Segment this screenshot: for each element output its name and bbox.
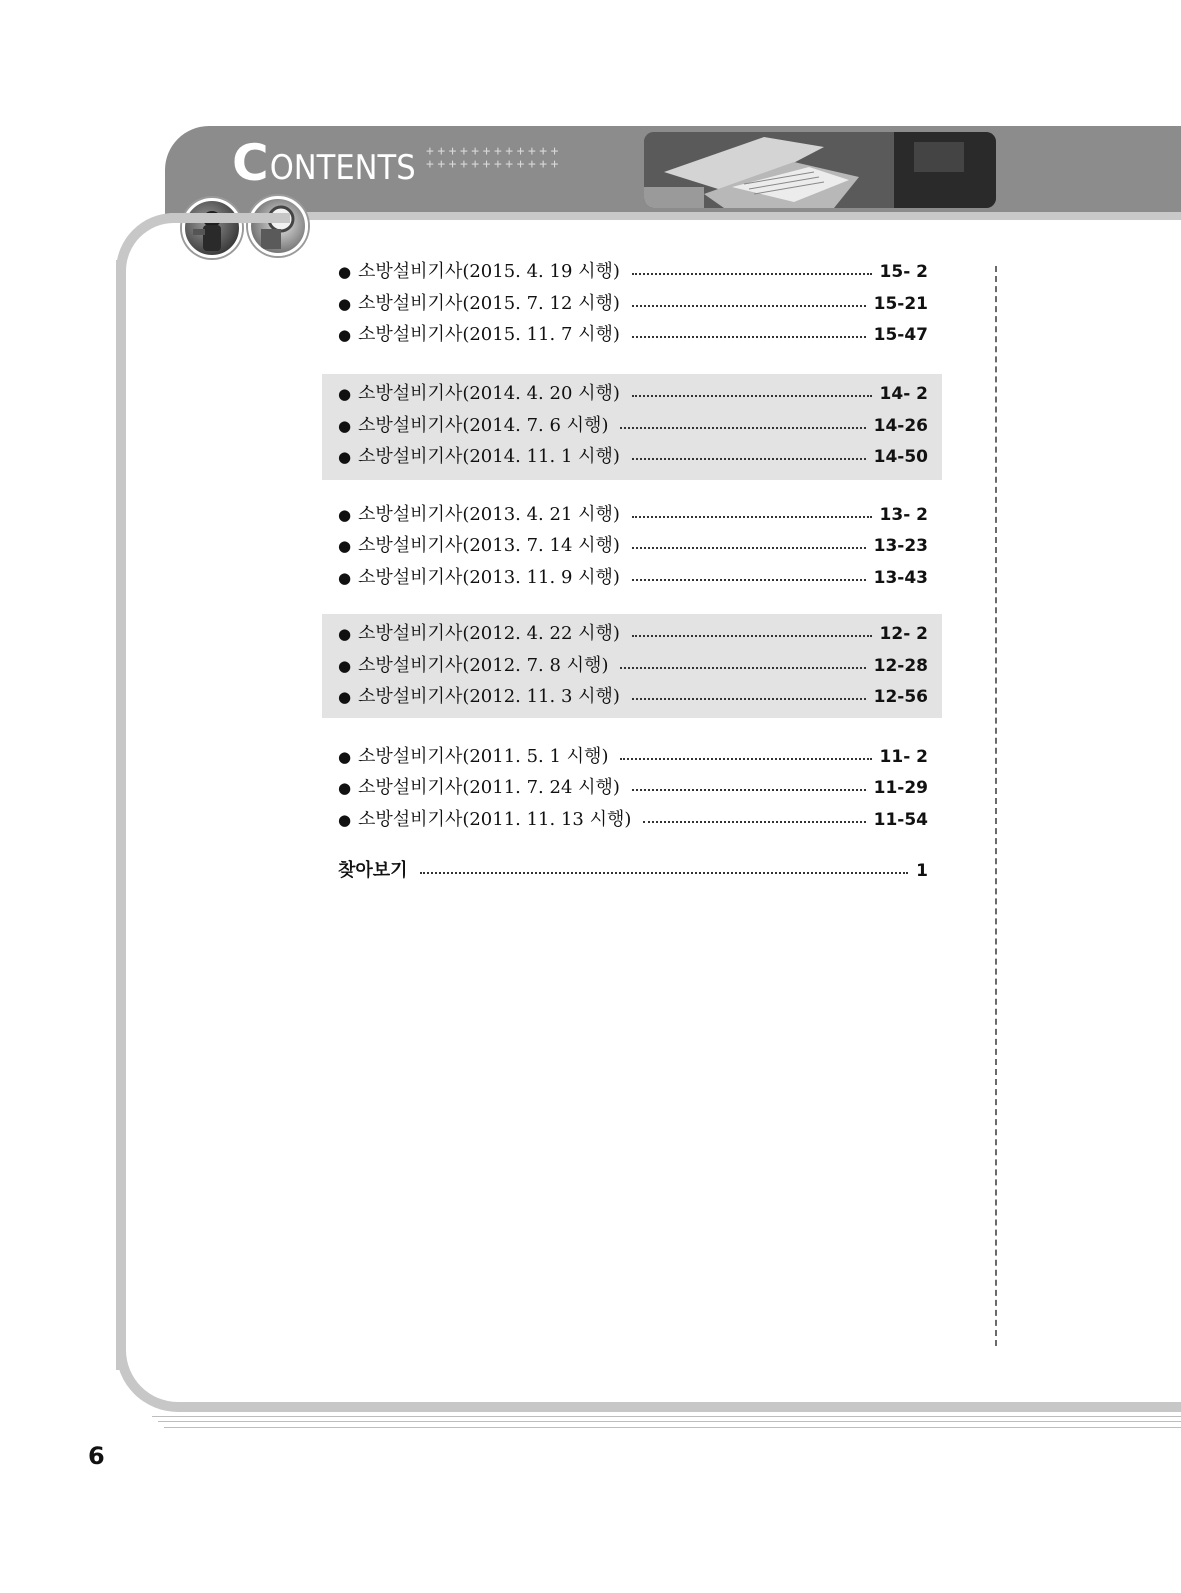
- bullet-icon: ●: [338, 657, 352, 675]
- contents-title: [232, 134, 416, 192]
- toc-entry-label: 소방설비기사(2013. 7. 14 시행): [358, 535, 620, 556]
- photo-circle-right: [248, 196, 308, 256]
- bullet-icon: ●: [338, 625, 352, 643]
- toc-entry[interactable]: [338, 412, 928, 440]
- dot-leader: [632, 336, 866, 338]
- toc-entry-label: 소방설비기사(2011. 5. 1 시행): [358, 746, 609, 767]
- toc-entry-label: 소방설비기사(2013. 11. 9 시행): [358, 567, 620, 588]
- dot-leader: [632, 458, 866, 460]
- dot-leader: [420, 872, 909, 874]
- toc-entry[interactable]: [338, 321, 928, 349]
- toc-entry-label: 소방설비기사(2012. 7. 8 시행): [358, 655, 609, 676]
- toc-entry-page: 13-43: [873, 568, 928, 588]
- toc-entry-page: 15-47: [873, 325, 928, 345]
- toc-entry[interactable]: [338, 620, 928, 648]
- index-entry[interactable]: [338, 857, 928, 885]
- frame-bottom-line-1: [152, 1416, 1181, 1417]
- dot-leader: [632, 305, 866, 307]
- frame-corner-bottom: [116, 1350, 196, 1412]
- dot-leader: [632, 547, 866, 549]
- dot-leader: [632, 789, 866, 791]
- bullet-icon: ●: [338, 748, 352, 766]
- toc-entry-page: 13- 2: [879, 505, 928, 525]
- toc-entry[interactable]: [338, 501, 928, 529]
- toc-entry[interactable]: [338, 683, 928, 711]
- header-band-shadow: [280, 212, 1181, 220]
- dashed-divider: [995, 266, 997, 1346]
- bullet-icon: ●: [338, 688, 352, 706]
- frame-bottom-line-3: [164, 1427, 1181, 1428]
- dot-leader: [632, 516, 872, 518]
- dot-leader: [620, 667, 865, 669]
- toc-entry-label: 소방설비기사(2014. 11. 1 시행): [358, 446, 620, 467]
- toc-entry-page: 15- 2: [879, 262, 928, 282]
- toc-entry-page: 12-28: [873, 656, 928, 676]
- toc-entry[interactable]: [338, 290, 928, 318]
- dot-leader: [632, 698, 866, 700]
- frame-bottom-edge: [190, 1402, 1181, 1412]
- dot-leader: [632, 635, 872, 637]
- toc-entry-label: 소방설비기사(2012. 11. 3 시행): [358, 686, 620, 707]
- dot-leader: [643, 821, 865, 823]
- frame-top-edge: [170, 213, 290, 223]
- toc-entry-label: 소방설비기사(2011. 11. 13 시행): [358, 809, 632, 830]
- toc-entry[interactable]: [338, 774, 928, 802]
- title-initial: C: [232, 134, 269, 192]
- toc-entry-page: 13-23: [873, 536, 928, 556]
- toc-entry-label: 소방설비기사(2015. 11. 7 시행): [358, 324, 620, 345]
- toc-entry[interactable]: [338, 806, 928, 834]
- toc-entry-label: 소방설비기사(2014. 4. 20 시행): [358, 383, 620, 404]
- toc-entry[interactable]: [338, 532, 928, 560]
- index-entry-page: 1: [916, 861, 928, 881]
- toc-entry-label: 소방설비기사(2013. 4. 21 시행): [358, 504, 620, 525]
- toc-entry-page: 14-50: [873, 447, 928, 467]
- toc-entry-label: 소방설비기사(2015. 4. 19 시행): [358, 261, 620, 282]
- plus-pattern-row-2: ++++++++++++: [426, 157, 562, 172]
- toc-entry[interactable]: [338, 443, 928, 471]
- toc-entry[interactable]: [338, 380, 928, 408]
- bullet-icon: ●: [338, 326, 352, 344]
- photo-circle-left: [182, 198, 242, 258]
- bullet-icon: ●: [338, 385, 352, 403]
- toc-entry[interactable]: [338, 564, 928, 592]
- toc-entry-page: 11-54: [873, 810, 928, 830]
- bullet-icon: ●: [338, 506, 352, 524]
- toc-entry[interactable]: [338, 652, 928, 680]
- dot-leader: [632, 273, 872, 275]
- bullet-icon: ●: [338, 811, 352, 829]
- toc-entry-page: 14- 2: [879, 384, 928, 404]
- toc-entry-label: 소방설비기사(2014. 7. 6 시행): [358, 415, 609, 436]
- bullet-icon: ●: [338, 779, 352, 797]
- dot-leader: [620, 758, 871, 760]
- toc-entry-label: 소방설비기사(2015. 7. 12 시행): [358, 293, 620, 314]
- bullet-icon: ●: [338, 263, 352, 281]
- toc-entry[interactable]: [338, 743, 928, 771]
- document-photo-illustration: [644, 132, 996, 208]
- bullet-icon: ●: [338, 417, 352, 435]
- firefighter-icon: [185, 201, 239, 255]
- toc-entry-page: 15-21: [873, 294, 928, 314]
- bullet-icon: ●: [338, 295, 352, 313]
- toc-entry[interactable]: [338, 258, 928, 286]
- bullet-icon: ●: [338, 537, 352, 555]
- toc-entry-page: 11- 2: [879, 747, 928, 767]
- dot-leader: [620, 427, 865, 429]
- toc-entry-label: 소방설비기사(2012. 4. 22 시행): [358, 623, 620, 644]
- frame-bottom-line-2: [158, 1421, 1181, 1422]
- toc-entry-label: 소방설비기사(2011. 7. 24 시행): [358, 777, 620, 798]
- toc-entry-page: 12- 2: [879, 624, 928, 644]
- index-entry-label: 찾아보기: [338, 860, 408, 881]
- toc-entry-page: 12-56: [873, 687, 928, 707]
- plus-pattern-row-1: ++++++++++++: [426, 144, 562, 159]
- page-number: 6: [88, 1442, 105, 1470]
- header-photo: [644, 132, 996, 208]
- dot-leader: [632, 395, 872, 397]
- bullet-icon: ●: [338, 569, 352, 587]
- frame-left-edge: [116, 260, 126, 1370]
- toc-entry-page: 11-29: [873, 778, 928, 798]
- extinguisher-icon: [251, 199, 305, 253]
- bullet-icon: ●: [338, 448, 352, 466]
- title-rest: ONTENTS: [269, 148, 416, 188]
- toc-entry-page: 14-26: [873, 416, 928, 436]
- dot-leader: [632, 579, 866, 581]
